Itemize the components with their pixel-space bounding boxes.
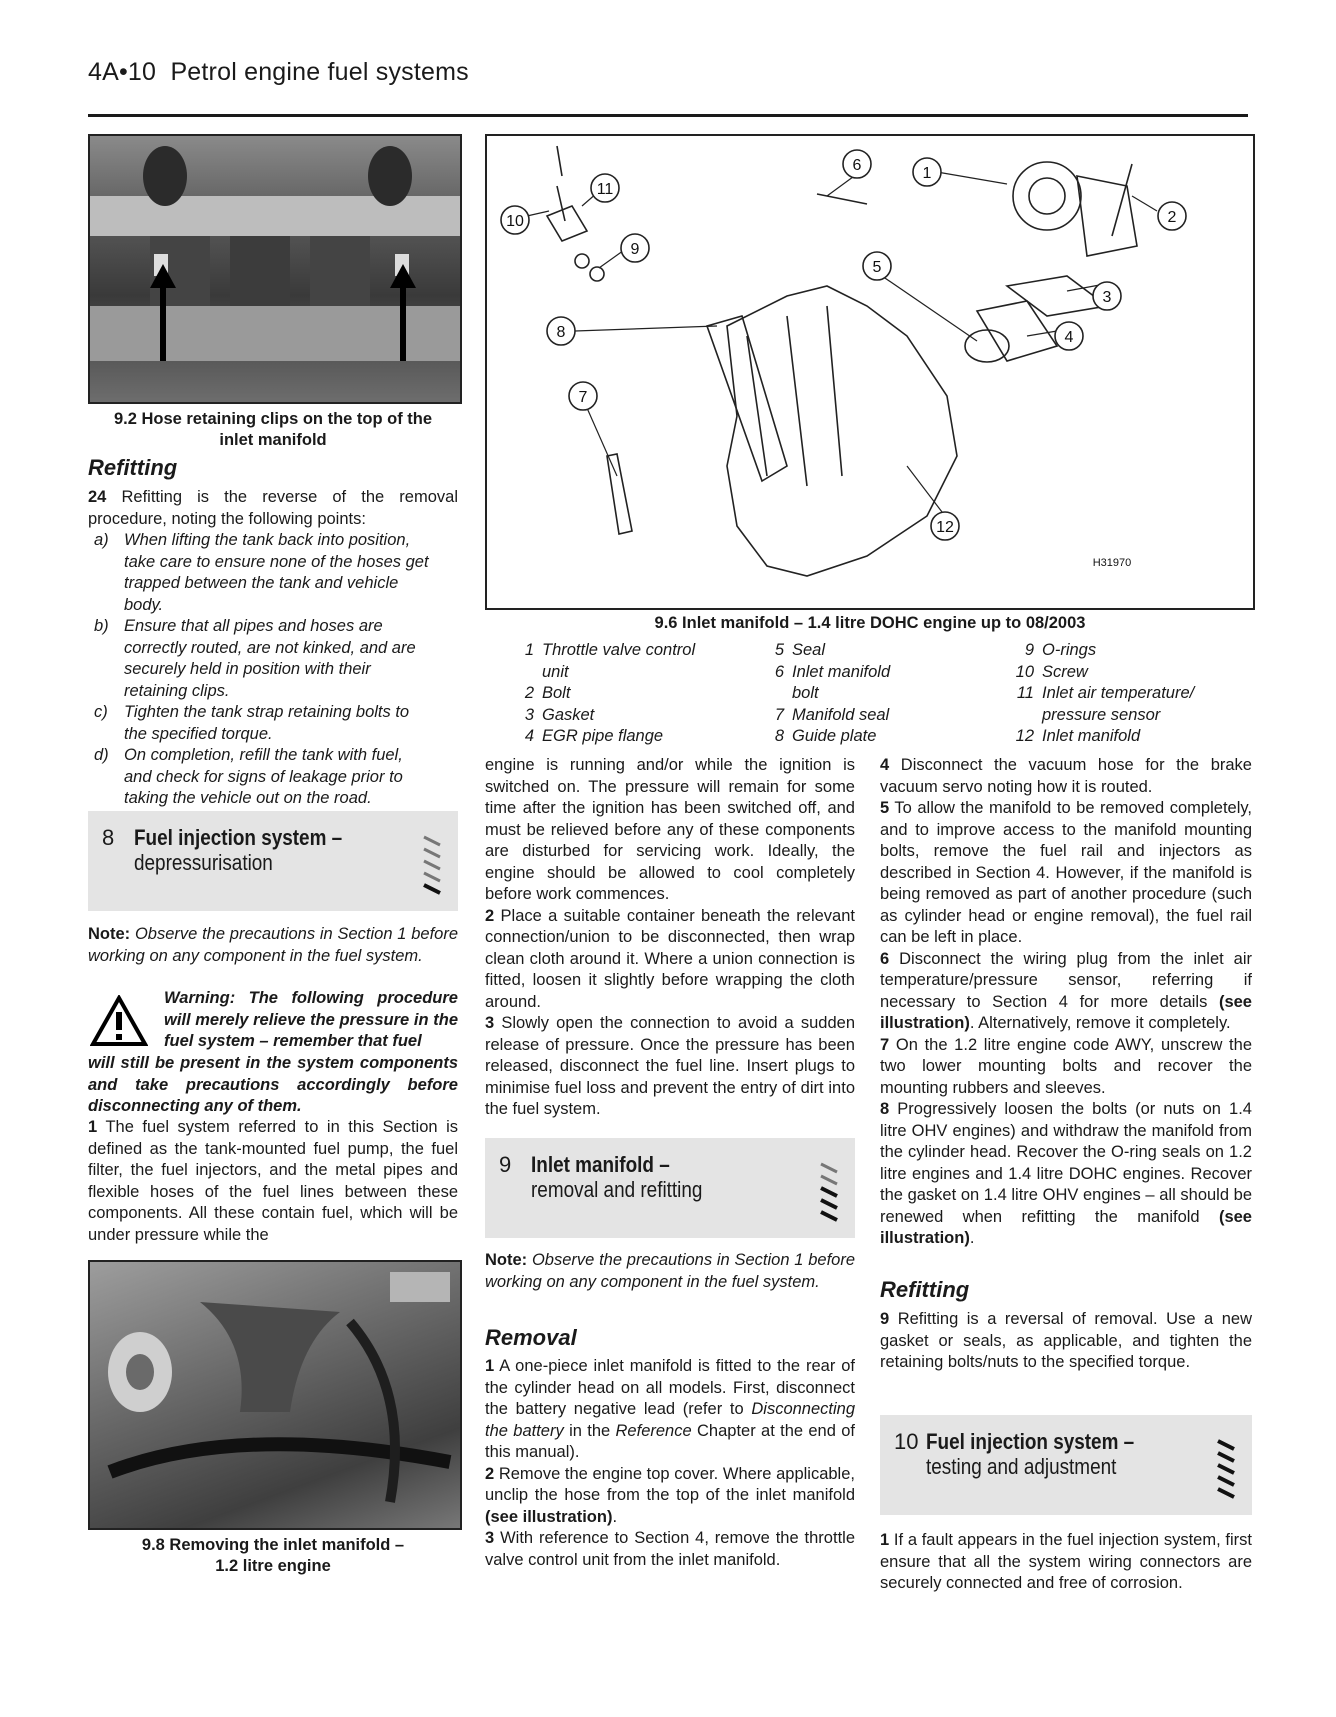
- para-italic: Disconnecting the battery: [485, 1400, 855, 1440]
- legend-text: O-rings: [1042, 641, 1097, 659]
- para-text: If a fault appears in the fuel injection system, first ensure that all the system wiring connectors are securely connected and free of corrosion.: [880, 1531, 1252, 1592]
- para-text: The fuel system referred to in this Section is defined as the tank-mounted fuel pump, the fuel filter, the fuel injectors, and the metal pipes and flexible hoses of the fuel lines between these components. All these contain fuel, which will be under pressure while the: [88, 1118, 459, 1244]
- para-bold: (see illustration): [880, 1207, 1252, 1247]
- section-number: 9: [499, 1152, 512, 1177]
- list-key: b): [94, 617, 109, 635]
- para-text: Slowly open the connection to avoid a sudden release of pressure. Once the pressure has been released, disconnect the fuel line. Insert plugs to minimise fuel loss and prevent the entry of dirt into the fuel system.: [485, 1014, 855, 1118]
- caption-line: 1.2 litre engine: [215, 1557, 331, 1575]
- section-title: Fuel injection system –: [926, 1429, 1135, 1454]
- list-item: [88, 702, 458, 745]
- para-number: 1: [880, 1531, 890, 1549]
- legend-item-cont: [542, 662, 569, 684]
- list-text: Tighten the tank strap retaining bolts to the specified torque.: [124, 703, 410, 743]
- para-bold: (see illustration): [485, 1507, 613, 1526]
- para-text: Refitting is a reversal of removal. Use a new gasket or seals, as applicable, and tighten the retaining bolts/nuts to the specified torque.: [880, 1310, 1252, 1371]
- para-continued: engine is running and/or while the ignition is switched on. The pressure will remain for some time after the ignition has been switched off, and must be relieved before any of these components are disturbed for servicing work. Ideally, the engine should be allowed to cool completely before work commences.: [485, 756, 855, 903]
- legend-text: Throttle valve control: [542, 641, 696, 659]
- legend-text: pressure sensor: [1042, 705, 1161, 724]
- legend-num: 8: [774, 727, 784, 745]
- subheading-refitting: Refitting: [88, 455, 178, 480]
- legend-text: Inlet manifold: [1042, 727, 1141, 745]
- legend-num: 1: [524, 641, 534, 659]
- removal-text: [485, 1356, 855, 1571]
- difficulty-spanner-icon: [1214, 1433, 1240, 1505]
- warning-text-top: Warning: The following procedure will merely relieve the pressure in the fuel system – remember that fuel: [164, 989, 458, 1050]
- note-label: Note:: [88, 925, 131, 943]
- para-number: 3: [485, 1014, 495, 1032]
- note-text: Observe the precautions in Section 1 before working on any component in the fuel system.: [88, 925, 458, 965]
- header-rule: [88, 114, 1248, 117]
- para-number: 2: [485, 906, 495, 925]
- list-text: On completion, refill the tank with fuel, and check for signs of leakage prior to taking the vehicle out on the road.: [124, 746, 403, 807]
- diagram-code: H31970: [1092, 557, 1132, 569]
- para-number: 9: [880, 1310, 890, 1328]
- list-item: [88, 745, 458, 810]
- para-number: 7: [880, 1035, 890, 1054]
- section-title: Fuel injection system –: [134, 825, 343, 850]
- section-title: Inlet manifold –: [531, 1152, 670, 1177]
- para-text: Disconnect the vacuum hose for the brake vacuum servo noting how it is routed.: [880, 756, 1252, 796]
- page-header: [88, 58, 469, 87]
- legend-text: Inlet manifold: [792, 662, 891, 681]
- para-number: 2: [485, 1464, 495, 1483]
- para-text: in the: [569, 1421, 611, 1440]
- section-subtitle: removal and refitting: [531, 1177, 703, 1202]
- para-text: To allow the manifold to be removed completely, and to improve access to the manifold mounting bolts, remove the fuel rail and injectors as described in Section 4. However, if the manifold is being removed as part of another procedure (such as cylinder head or engine removal), the fuel rail can be left in place.: [880, 799, 1252, 946]
- legend-num: 6: [774, 662, 784, 681]
- photo-illustration: [90, 136, 460, 402]
- subheading-refitting-2: Refitting: [880, 1277, 970, 1302]
- legend-num: 11: [1016, 684, 1034, 702]
- para-bold: (see illustration): [880, 992, 1252, 1032]
- caption-line: inlet manifold: [219, 431, 327, 449]
- legend-text: Gasket: [542, 705, 595, 724]
- figure-caption-9-8: [88, 1535, 458, 1577]
- inlet-manifold-diagram: [487, 136, 1253, 608]
- callout-9: 9: [630, 241, 640, 258]
- legend-item: [1010, 726, 1140, 748]
- para-number: 1: [88, 1118, 98, 1136]
- legend-text: Seal: [792, 641, 826, 659]
- list-key: a): [94, 531, 109, 549]
- photo-removing-manifold: [88, 1260, 462, 1530]
- note-section-9: [485, 1250, 855, 1293]
- legend-item-cont: [792, 683, 819, 705]
- para-number: 3: [485, 1529, 495, 1547]
- warning-text-rest: will still be present in the system components and take precautions accordingly before disconnecting any of them.: [88, 1054, 458, 1115]
- legend-num: 10: [1015, 662, 1034, 681]
- figure-caption-9-2: [88, 409, 458, 451]
- section-number: 8: [102, 825, 115, 850]
- legend-text: Manifold seal: [792, 705, 890, 724]
- legend-item: [510, 640, 695, 662]
- para-text: Place a suitable container beneath the relevant connection/union to be disconnected, then wrap clean cloth around it. Where a union connection is fitted, loosen it slightly before wrapping the cloth around.: [485, 906, 855, 1011]
- list-key: c): [94, 703, 108, 721]
- section-subtitle: depressurisation: [134, 850, 273, 875]
- list-text: When lifting the tank back into position, take care to ensure none of the hoses get trapped between the tank and vehicle body.: [124, 531, 429, 614]
- caption-line: 9.8 Removing the inlet manifold –: [141, 1536, 405, 1554]
- legend-item: [1010, 662, 1088, 684]
- section-subtitle: testing and adjustment: [926, 1454, 1117, 1479]
- callout-3: 3: [1102, 289, 1112, 306]
- legend-item: [510, 705, 594, 727]
- para-text: With reference to Section 4, remove the throttle valve control unit from the inlet manifold.: [485, 1529, 855, 1569]
- legend-text: Guide plate: [792, 727, 877, 745]
- callout-1: 1: [922, 165, 932, 182]
- legend-item: [760, 705, 889, 727]
- legend-item: [510, 726, 663, 748]
- section-number: 10: [894, 1429, 919, 1454]
- section-9-heading-box: [485, 1138, 855, 1238]
- para-text: . Alternatively, remove it completely.: [969, 1014, 1231, 1032]
- callout-10: 10: [506, 213, 524, 230]
- legend-text: EGR pipe flange: [542, 727, 664, 745]
- para-number: 6: [880, 949, 890, 968]
- legend-item: [1010, 683, 1194, 705]
- note-section-8: [88, 924, 458, 967]
- legend-num: 2: [524, 684, 534, 702]
- legend-item: [760, 726, 876, 748]
- para-10-1: [880, 1530, 1252, 1595]
- para-24: [88, 487, 458, 530]
- refitting-points-list: [88, 530, 458, 810]
- callout-2: 2: [1167, 209, 1177, 226]
- callout-6: 6: [852, 157, 862, 174]
- legend-text: Bolt: [542, 684, 571, 702]
- callout-7: 7: [578, 389, 588, 406]
- callout-11: 11: [596, 181, 614, 198]
- para-9-9: [880, 1309, 1252, 1374]
- legend-text: Screw: [1042, 662, 1088, 681]
- legend-num: 3: [524, 705, 534, 724]
- list-key: d): [94, 746, 109, 764]
- callout-8: 8: [556, 324, 566, 341]
- legend-num: 9: [1024, 641, 1034, 659]
- column-3-text: [880, 755, 1252, 1250]
- para-number: 1: [485, 1357, 495, 1375]
- para-8-1: [88, 1117, 458, 1246]
- column-2-text: [485, 755, 855, 1121]
- note-text: Observe the precautions in Section 1 before working on any component in the fuel system.: [485, 1251, 855, 1291]
- callout-5: 5: [872, 259, 882, 276]
- legend-item-cont: [1042, 705, 1160, 727]
- para-text: On the 1.2 litre engine code AWY, unscrew the two lower mounting bolts and recover the mounting rubbers and sleeves.: [880, 1035, 1252, 1097]
- warning-triangle-icon: [90, 995, 148, 1047]
- para-italic: Reference: [615, 1421, 692, 1440]
- legend-item: [760, 662, 890, 684]
- chapter-title: Petrol engine fuel systems: [170, 58, 469, 86]
- legend-text: bolt: [792, 684, 819, 702]
- section-10-heading-box: [880, 1415, 1252, 1515]
- figure-caption-9-6: 9.6 Inlet manifold – 1.4 litre DOHC engine up to 08/2003: [654, 614, 1086, 632]
- para-text: Progressively loosen the bolts (or nuts on 1.4 litre OHV engines) and withdraw the manifold from the cylinder head. Recover the O-ring seals on 1.2 litre engines and 1.4 litre DOHC engines. Recover the gasket on 1.4 litre OHV engines – all should be renewed when refitting the manifold: [880, 1100, 1252, 1226]
- photo-illustration: [90, 1262, 460, 1528]
- para-number: 5: [880, 799, 890, 817]
- list-text: Ensure that all pipes and hoses are correctly routed, are not kinked, and are securely held in position with their retaining clips.: [124, 617, 416, 700]
- note-label: Note:: [485, 1251, 528, 1269]
- legend-num: 7: [774, 705, 784, 724]
- para-text: Remove the engine top cover. Where applicable, unclip the hose from the top of the inlet manifold: [485, 1464, 855, 1504]
- page-ref: 4A•10: [88, 58, 157, 86]
- para-number: 24: [88, 488, 107, 506]
- legend-num: 4: [524, 727, 534, 745]
- diagram-legend: [510, 640, 1250, 750]
- exploded-view-diagram: [485, 134, 1255, 610]
- para-text: Chapter at the end of this manual).: [485, 1421, 856, 1461]
- list-item: [88, 616, 458, 702]
- difficulty-spanner-icon: [420, 829, 446, 901]
- legend-text: unit: [542, 662, 569, 681]
- difficulty-spanner-icon: [817, 1156, 843, 1228]
- callout-12: 12: [936, 519, 954, 536]
- para-number: 8: [880, 1100, 890, 1118]
- legend-item: [760, 640, 825, 662]
- para-text: .: [969, 1229, 975, 1247]
- legend-text: Inlet air temperature/: [1042, 684, 1195, 702]
- para-text: Disconnect the wiring plug from the inlet air temperature/pressure sensor, referring if necessary to Section 4 for more details: [880, 949, 1252, 1011]
- list-item: [88, 530, 458, 616]
- para-text: .: [612, 1507, 618, 1526]
- para-number: 4: [880, 756, 890, 774]
- caption-line: 9.2 Hose retaining clips on the top of the: [113, 410, 433, 428]
- callout-4: 4: [1064, 329, 1074, 346]
- legend-num: 5: [774, 641, 784, 659]
- legend-num: 12: [1015, 727, 1034, 745]
- section-8-heading-box: [88, 811, 458, 911]
- subheading-removal: Removal: [485, 1325, 577, 1350]
- legend-item: [510, 683, 570, 705]
- para-text: A one-piece inlet manifold is fitted to the rear of the cylinder head on all models. First, disconnect the battery negative lead (refer to: [485, 1357, 855, 1418]
- para-text: Refitting is the reverse of the removal procedure, noting the following points:: [88, 488, 458, 528]
- photo-hose-clips: [88, 134, 462, 404]
- legend-item: [1010, 640, 1096, 662]
